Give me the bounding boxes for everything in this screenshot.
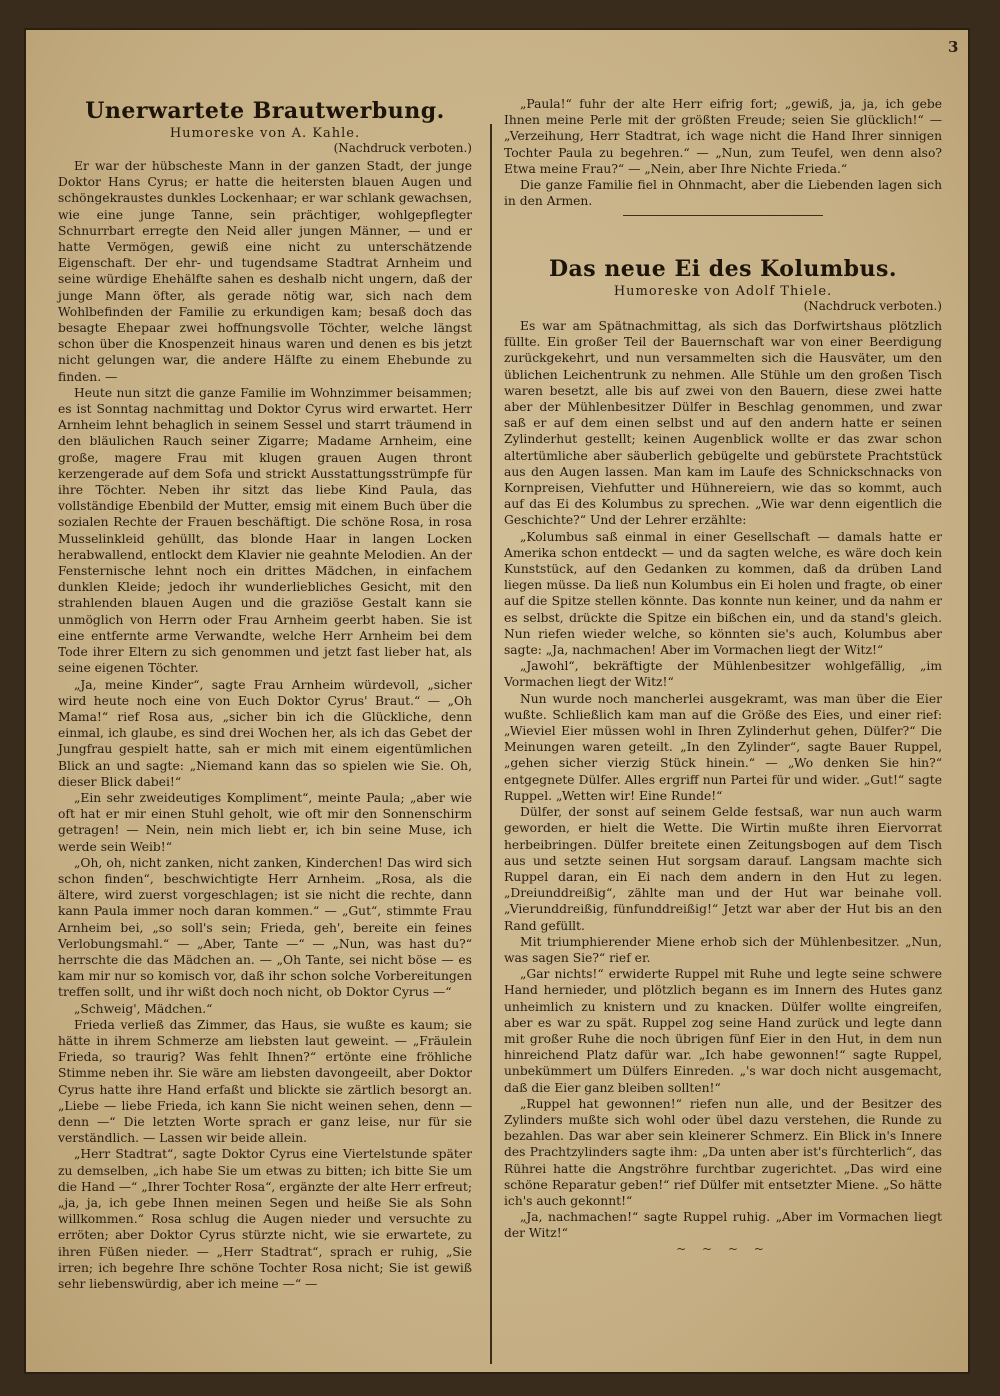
story2-paragraph: „Kolumbus saß einmal in einer Gesellschaft — damals hatte er Amerika schon entdeckt — und da sagten welche, es wäre doch kein Kunststück, auf den Gedanken zu kommen, daß da drüben Land liegen müsse. Da ließ nun Kolumbus ein Ei holen und fragte, ob einer auf die Spitze stellen könnte. Das konnte nun keiner, und da nahm er es selbst, drückte die Spitze ein bißchen ein, und da stand's gleich. Nun riefen wieder welche, so könnten sie's auch, Kolumbus aber sagte: „Ja, nachmachen! Aber im Vormachen liegt der Witz!“ <box>504 529 942 658</box>
story1-paragraph: „Herr Stadtrat“, sagte Doktor Cyrus eine Viertelstunde später zu demselben, „ich habe Sie um etwas zu bitten; ich bitte Sie um die Hand —“ „Ihrer Tochter Rosa“, ergänzte der alte Herr erfreut; „ja, ja, ich gebe Ihnen meinen Segen und heiße Sie als Sohn willkommen.“ Rosa schlug die Augen nieder und versuchte zu erröten; aber Doktor Cyrus stürzte nicht, wie sie erwartete, zu ihren Füßen nieder. — „Herr Stadtrat“, sprach er ruhig, „Sie irren; ich begehre Ihre schöne Tochter Rosa nicht; Sie ist gewiß sehr liebenswürdig, aber ich meine —“ — <box>58 1147 472 1292</box>
story1-title: Unerwartete Brautwerbung. <box>85 98 445 124</box>
story2-paragraph: „Jawohl“, bekräftigte der Mühlenbesitzer wohlgefällig, „im Vormachen liegt der Witz!“ <box>504 659 942 690</box>
story2-title: Das neue Ei des Kolumbus. <box>548 256 898 282</box>
story1-paragraph: „Ein sehr zweideutiges Kompliment“, meinte Paula; „aber wie oft hat er mir einen Stuhl geholt, wie oft mir den Sonnenschirm getragen! — Nein, nein mich liebt er, ich bin seine Muse, ich werde sein Weib!“ <box>58 790 472 854</box>
page-number: 3 <box>948 38 959 56</box>
story1-notice: (Nachdruck verboten.) <box>333 141 472 155</box>
story2-notice: (Nachdruck verboten.) <box>803 299 942 313</box>
story1-byline: Humoreske von A. Kahle. <box>169 126 361 141</box>
story1-paragraph: Heute nun sitzt die ganze Familie im Wohnzimmer beisammen; es ist Sonntag nachmittag und Doktor Cyrus wird erwartet. Herr Arnheim lehnt behaglich in seinem Sessel und starrt träumend in den bläulichen Rauch seiner Zigarre; Madame Arnheim, eine große, magere Frau mit klugen grauen Augen thront kerzengerade auf dem Sofa und strickt Ausstattungsstrümpfe für ihre Töchter. Neben ihr sitzt das liebe Kind Paula, das vollständige Ebenbild der Mutter, emsig mit einem Buch über die sozialen Rechte der Frauen beschäftigt. Die schöne Rosa, in rosa Musselinkleid gehüllt, das blonde Haar in langen Locken herabwallend, entlockt dem Klavier nie geahnte Melodien. An der Fensternische lehnt noch ein drittes Mädchen, in einfachem dunklen Kleide; jedoch ihr wunderliebliches Gesicht, mit den strahlenden blauen Augen und die graziöse Gestalt kann sie unmöglich von Herrn oder Frau Arnheim geerbt haben. Sie ist eine entfernte arme Verwandte, welche Herr Arnheim bei dem Tode ihrer Eltern zu sich genommen und jetzt fast lieber hat, als seine eigenen Töchter. <box>58 385 472 676</box>
story2-paragraph: „Ja, nachmachen!“ sagte Ruppel ruhig. „Aber im Vormachen liegt der Witz!“ <box>504 1210 942 1241</box>
story2-byline: Humoreske von Adolf Thiele. <box>613 284 833 299</box>
story1-paragraph: Er war der hübscheste Mann in der ganzen Stadt, der junge Doktor Hans Cyrus; er hatte die heitersten blauen Augen und schöngekraustes dunkles Lockenhaar; er war schlank gewachsen, wie eine junge Tanne, sein prächtiger, wohlgepflegter Schnurrbart erregte den Neid aller jungen Männer, — und er hatte Vermögen, gewiß eine nicht zu unterschätzende Eigenschaft. Der ehr- und tugendsame Stadtrat Arnheim und seine würdige Ehehälfte sahen es deshalb nicht ungern, daß der junge Mann öfter, als gerade nötig war, sich nach dem Wohlbefinden der Familie zu erkundigen kam; besaß doch das besagte Ehepaar zwei hoffnungsvolle Töchter, welche längst schon über die Knospenzeit hinaus waren und denen es bis jetzt nicht gelungen war, die andere Hälfte zu einem Ehebunde zu finden. — <box>58 159 472 384</box>
newspaper-page <box>24 28 970 1374</box>
story2-paragraph: „Ruppel hat gewonnen!“ riefen nun alle, und der Besitzer des Zylinders mußte sich wohl oder übel dazu verstehen, die Runde zu bezahlen. Das war aber sein kleinerer Schmerz. Ein Blick in's Innere des Prachtzylinders sagte ihm: „Da unten aber ist's fürchterlich“, das Rührei hatte die Angströhre furchtbar zugerichtet. „Das wird eine schöne Reparatur geben!“ rief Dülfer mit entsetzter Miene. „So hätte ich's auch gekonnt!“ <box>504 1096 942 1208</box>
story2-paragraph: Mit triumphierender Miene erhob sich der Mühlenbesitzer. „Nun, was sagen Sie?“ rief er. <box>504 934 942 965</box>
story1-paragraph: „Schweig', Mädchen.“ <box>74 1001 213 1016</box>
story2-paragraph: Es war am Spätnachmittag, als sich das Dorfwirtshaus plötzlich füllte. Ein großer Teil der Bauernschaft war von einer Beerdigung zurückgekehrt, und nun versammelten sich die Hausväter, um den üblichen Leichentrunk zu nehmen. Alle Stühle um den großen Tisch waren besetzt, alle bis auf zwei von den Bauern, diese zwei hatte aber der Mühlenbesitzer Dülfer in Beschlag genommen, und zwar saß er auf dem einen selbst und auf den andern hatte er seinen Zylinderhut gestellt; keinen Augenblick wollte er das zwar schon altertümliche aber säuberlich gebügelte und gebürstete Prachtstück aus den Augen lassen. Man kam im Laufe des Schnickschnacks von Kornpreisen, Viehfutter und Hühnereiern, wie das so kommt, auch auf das Ei des Kolumbus zu sprechen. „Wie war denn eigentlich die Geschichte?“ Und der Lehrer erzählte: <box>504 319 942 528</box>
story1-body <box>58 158 472 1292</box>
story1-header <box>58 98 472 157</box>
story1-paragraph: „Paula!“ fuhr der alte Herr eifrig fort; „gewiß, ja, ja, ich gebe Ihnen meine Perle mit der größten Freude; seien Sie glücklich!“ — „Verzeihung, Herr Stadtrat, ich wage nicht die Hand Ihrer sinnigen Tochter Paula zu begehren.“ — „Nun, zum Teufel, wen denn also? Etwa meine Frau?“ — „Nein, aber Ihre Nichte Frieda.“ <box>504 97 942 176</box>
end-ornament-icon: ~ ~ ~ ~ <box>676 1241 770 1256</box>
story2-paragraph: Dülfer, der sonst auf seinem Gelde festsaß, war nun auch warm geworden, er hielt die Wette. Die Wirtin mußte ihren Eiervorrat herbeibringen. Dülfer breitete einen Zeitungsbogen auf dem Tisch aus und setzte seinen Hut sorgsam darauf. Langsam machte sich Ruppel daran, ein Ei nach dem andern in den Hut zu legen. „Dreiunddreißig“, zählte man und der Hut war beinahe voll. „Vierunddreißig, fünfunddreißig!“ Jetzt war aber der Hut bis an den Rand gefüllt. <box>504 805 942 933</box>
story1-paragraph: Frieda verließ das Zimmer, das Haus, sie wußte es kaum; sie hätte in ihrem Schmerze am liebsten laut geweint. — „Fräulein Frieda, so traurig? Was fehlt Ihnen?“ ertönte eine fröhliche Stimme neben ihr. Sie wäre am liebsten davongeeilt, aber Doktor Cyrus hatte ihre Hand erfaßt und blickte sie zärtlich besorgt an. „Liebe — liebe Frieda, ich kann Sie nicht weinen sehen, denn — denn —“ Die letzten Worte sprach er ganz leise, nur für sie verständlich. — Lassen wir beide allein. <box>58 1017 472 1146</box>
story1-paragraph: Die ganze Familie fiel in Ohnmacht, aber die Liebenden lagen sich in den Armen. <box>504 178 942 209</box>
story2-header <box>504 256 942 315</box>
story2-body <box>504 318 942 1256</box>
story1-continuation <box>504 96 942 222</box>
story1-paragraph: „Ja, meine Kinder“, sagte Frau Arnheim würdevoll, „sicher wird heute noch eine von Euch Doktor Cyrus' Braut.“ — „Oh Mama!“ rief Rosa aus, „sicher bin ich die Glückliche, denn einmal, ich glaube, es sind drei Wochen her, als ich das Gebet der Jungfrau gespielt hatte, sah er mich mit einem eigentümlichen Blick an und sagte: „Niemand kann das so spielen wie Sie. Oh, dieser Blick dabei!“ <box>58 677 472 789</box>
story1-paragraph: „Oh, oh, nicht zanken, nicht zanken, Kinderchen! Das wird sich schon finden“, beschwichtigte Herr Arnheim. „Rosa, als die ältere, wird zuerst vorgeschlagen; ist sie nicht die rechte, dann kann Paula immer noch daran kommen.“ — „Gut“, stimmte Frau Arnheim bei, „so soll's sein; Frieda, geh', bereite ein feines Verlobungsmahl.“ — „Aber, Tante —“ — „Nun, was hast du?“ herrschte die das Mädchen an. — „Oh Tante, sei nicht böse — es kam mir nur so komisch vor, daß ihr schon solche Vorbereitungen treffen sollt, und ihr wißt doch noch nicht, ob Doktor Cyrus —“ <box>58 855 472 1000</box>
column-divider <box>490 124 492 1364</box>
separator-rule <box>623 215 823 216</box>
story2-paragraph: „Gar nichts!“ erwiderte Ruppel mit Ruhe und legte seine schwere Hand hernieder, und plötzlich begann es im Innern des Hutes ganz unheimlich zu knistern und zu knacken. Dülfer wollte eingreifen, aber es war zu spät. Ruppel zog seine Hand zurück und legte dann mit großer Ruhe die noch übrigen fünf Eier in den Hut, in dem nun hinreichend Platz dafür war. „Ich habe gewonnen!“ sagte Ruppel, unbekümmert um Dülfers Einreden. „'s war doch nicht ausgemacht, daß die Eier ganz bleiben sollten!“ <box>504 967 942 1095</box>
story2-paragraph: Nun wurde noch mancherlei ausgekramt, was man über die Eier wußte. Schließlich kam man auf die Größe des Eies, und einer rief: „Wieviel Eier müssen wohl in Ihren Zylinderhut gehen, Dülfer?“ Die Meinungen waren geteilt. „In den Zylinder“, sagte Bauer Ruppel, „gehen sicher vierzig Stück hinein.“ — „Wo denken Sie hin?“ entgegnete Dülfer. Alles ergriff nun Partei für und wider. „Gut!“ sagte Ruppel. „Wetten wir! Eine Runde!“ <box>504 691 942 803</box>
